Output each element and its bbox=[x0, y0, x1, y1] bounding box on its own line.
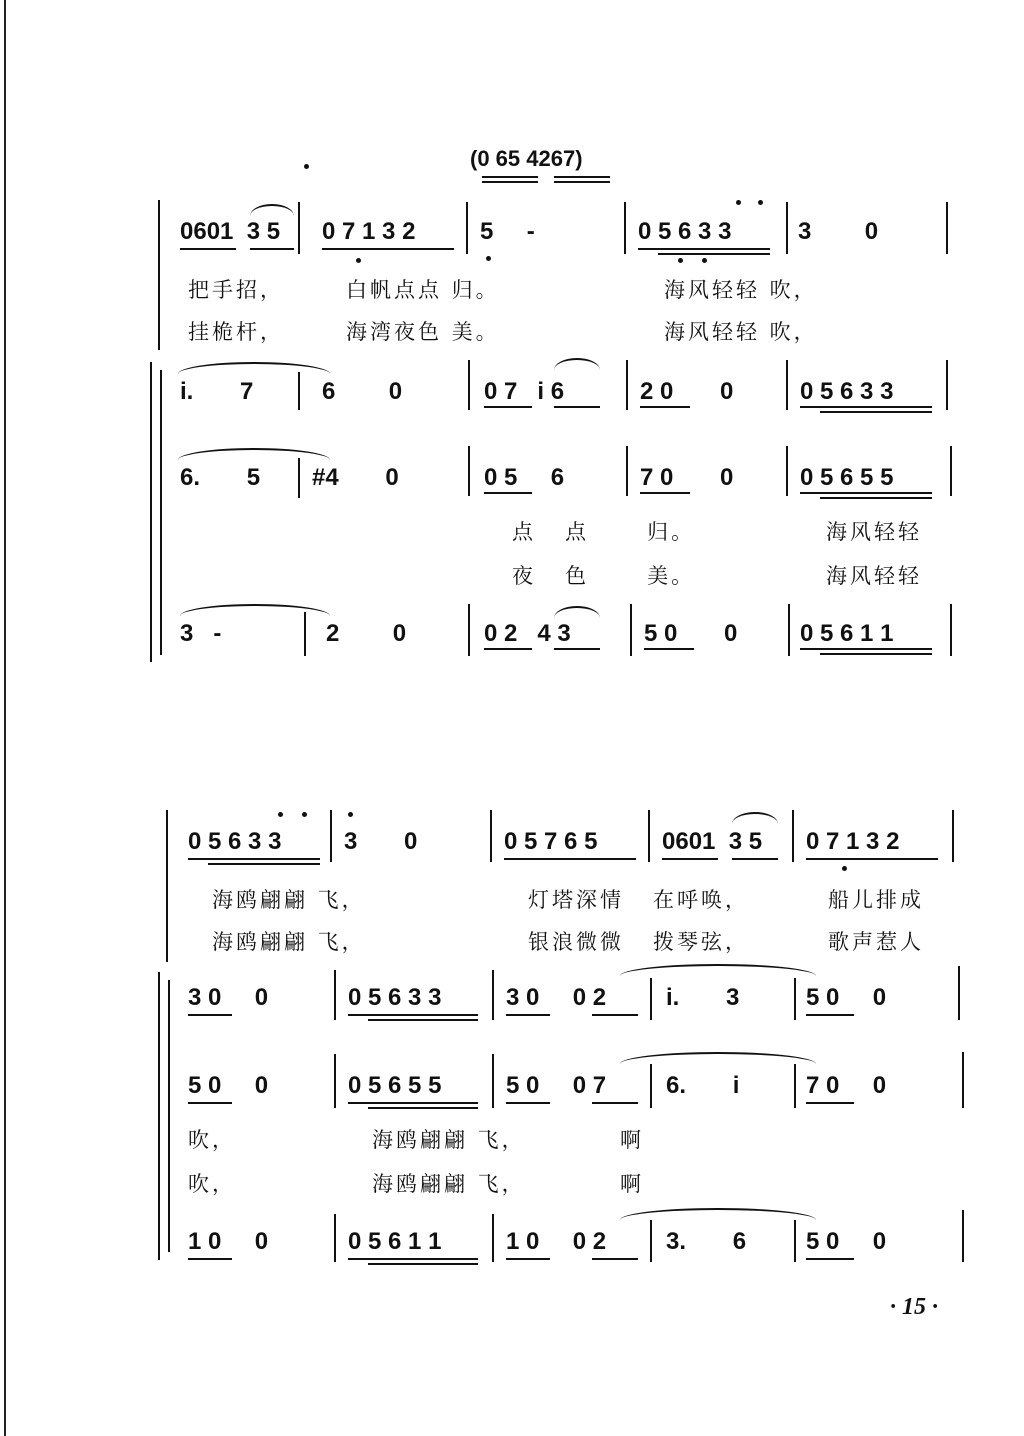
note-underline bbox=[484, 648, 532, 650]
staff-bracket bbox=[158, 200, 160, 350]
staff-brace bbox=[168, 980, 170, 1252]
barline bbox=[962, 1210, 964, 1262]
lyric-line: 啊 bbox=[620, 1128, 644, 1152]
lyric-line: 海鸥翩翩 飞， bbox=[372, 1128, 526, 1152]
barline bbox=[650, 1220, 652, 1262]
note-underline bbox=[368, 1019, 478, 1021]
tie-slur bbox=[178, 448, 330, 460]
note-underline bbox=[322, 248, 454, 250]
tie-slur bbox=[178, 362, 330, 374]
note-underline bbox=[554, 648, 600, 650]
measure-notes: 7 0 0 bbox=[640, 464, 734, 491]
lyric-line: 海风轻轻 bbox=[826, 564, 922, 588]
note-underline bbox=[208, 863, 320, 865]
lyric-line: 海风轻轻 吹， bbox=[664, 278, 818, 302]
lyric-line: 挂桅杆， bbox=[188, 320, 284, 344]
note-underline bbox=[188, 1102, 232, 1104]
barline bbox=[492, 1214, 494, 1262]
lyric-line: 海风轻轻 吹， bbox=[664, 320, 818, 344]
barline bbox=[794, 978, 796, 1020]
measure-notes: 0 5 6 5 5 bbox=[800, 464, 894, 491]
lyric-line: 海鸥翩翩 飞， bbox=[372, 1172, 526, 1196]
barline bbox=[626, 360, 628, 410]
note-underline bbox=[180, 248, 236, 250]
barline bbox=[466, 202, 468, 254]
note-underline bbox=[640, 492, 690, 494]
note-underline bbox=[800, 648, 932, 650]
barline bbox=[468, 446, 470, 496]
tie-slur bbox=[620, 1052, 816, 1064]
barline bbox=[946, 360, 948, 410]
note-underline bbox=[806, 1102, 854, 1104]
measure-notes: 0 5 6 bbox=[484, 464, 565, 491]
barline bbox=[334, 1214, 336, 1262]
note-underline bbox=[820, 411, 932, 413]
measure-notes: 5 0 0 bbox=[806, 1228, 887, 1255]
barline bbox=[492, 1054, 494, 1108]
octave-dot bbox=[348, 812, 353, 817]
note-underline bbox=[188, 1014, 232, 1016]
intro-underline bbox=[554, 176, 610, 178]
note-underline bbox=[506, 1102, 550, 1104]
measure-notes: 6. 5 bbox=[180, 464, 261, 491]
measure-notes: 5 0 0 bbox=[188, 1072, 269, 1099]
measure-notes: 0601 3 5 bbox=[180, 218, 281, 245]
note-underline bbox=[640, 406, 690, 408]
barline bbox=[792, 810, 794, 862]
tie-slur bbox=[554, 606, 600, 618]
note-underline bbox=[732, 858, 778, 860]
staff-brace bbox=[150, 362, 152, 662]
note-underline bbox=[348, 1258, 478, 1260]
measure-notes: #4 0 bbox=[312, 464, 399, 491]
barline bbox=[298, 372, 300, 410]
barline bbox=[334, 1054, 336, 1108]
note-underline bbox=[592, 1258, 638, 1260]
barline bbox=[630, 604, 632, 656]
octave-dot bbox=[302, 812, 307, 817]
note-underline bbox=[820, 653, 932, 655]
lyric-line: 歌声惹人 bbox=[828, 930, 924, 954]
note-underline bbox=[188, 858, 320, 860]
barline bbox=[786, 360, 788, 410]
note-underline bbox=[592, 1014, 638, 1016]
note-underline bbox=[800, 406, 932, 408]
intro-underline bbox=[554, 181, 610, 183]
lyric-line: 白帆点点 归。 bbox=[346, 278, 500, 302]
barline bbox=[648, 810, 650, 862]
lyric-line: 灯塔深情 在呼唤， bbox=[528, 888, 750, 912]
note-underline bbox=[484, 406, 532, 408]
note-underline bbox=[504, 858, 636, 860]
page-number: · 15 · bbox=[890, 1294, 938, 1320]
barline bbox=[624, 202, 626, 254]
barline bbox=[330, 810, 332, 862]
tie-slur bbox=[180, 604, 330, 616]
barline bbox=[946, 202, 948, 254]
lyric-line: 船儿排成 bbox=[828, 888, 924, 912]
lyric-line: 夜 色 美。 bbox=[512, 564, 696, 588]
measure-notes: 5 0 0 bbox=[644, 620, 738, 647]
measure-notes: 3 0 0 bbox=[188, 984, 269, 1011]
note-underline bbox=[250, 248, 294, 250]
note-underline bbox=[638, 248, 770, 250]
measure-notes: 0 7 1 3 2 bbox=[806, 828, 900, 855]
barline bbox=[950, 604, 952, 656]
measure-notes: 0 5 6 1 1 bbox=[800, 620, 894, 647]
barline bbox=[298, 202, 300, 254]
note-underline bbox=[806, 1014, 854, 1016]
measure-notes: 3. 6 bbox=[666, 1228, 747, 1255]
lyric-line: 吹， bbox=[188, 1128, 236, 1152]
barline bbox=[650, 978, 652, 1020]
barline bbox=[650, 1064, 652, 1108]
note-underline bbox=[368, 1263, 478, 1265]
staff-brace bbox=[160, 370, 162, 655]
stray-dot bbox=[304, 164, 309, 169]
measure-notes: 6. i bbox=[666, 1072, 740, 1099]
note-underline bbox=[592, 1102, 638, 1104]
octave-dot bbox=[278, 812, 283, 817]
note-underline bbox=[348, 1102, 478, 1104]
intro-underline bbox=[482, 176, 538, 178]
measure-notes: 5 - bbox=[480, 218, 535, 245]
barline bbox=[958, 966, 960, 1020]
barline bbox=[298, 458, 300, 498]
tie-slur bbox=[250, 204, 294, 216]
tie-slur bbox=[620, 964, 816, 976]
octave-dot bbox=[736, 200, 741, 205]
note-underline bbox=[188, 1258, 232, 1260]
measure-notes: 5 0 0 7 bbox=[506, 1072, 607, 1099]
barline bbox=[468, 360, 470, 410]
barline bbox=[788, 604, 790, 656]
lyric-line: 海鸥翩翩 飞， bbox=[212, 888, 366, 912]
lyric-line: 点 点 归。 bbox=[512, 520, 696, 544]
note-underline bbox=[658, 253, 770, 255]
staff-brace bbox=[158, 972, 160, 1260]
octave-dot bbox=[678, 258, 683, 263]
measure-notes: 0 5 6 1 1 bbox=[348, 1228, 442, 1255]
measure-notes: 5 0 0 bbox=[806, 984, 887, 1011]
lyric-line: 银浪微微 拨琴弦， bbox=[528, 930, 750, 954]
measure-notes: 2 0 0 bbox=[640, 378, 734, 405]
measure-notes: 7 0 0 bbox=[806, 1072, 887, 1099]
staff-bracket bbox=[166, 810, 168, 962]
page-edge-line bbox=[4, 0, 6, 1436]
barline bbox=[492, 970, 494, 1020]
measure-notes: 0 5 7 6 5 bbox=[504, 828, 598, 855]
measure-notes: i. 3 bbox=[666, 984, 740, 1011]
measure-notes: 6 0 bbox=[322, 378, 403, 405]
barline bbox=[786, 446, 788, 496]
measure-notes: 0 7 1 3 2 bbox=[322, 218, 416, 245]
barline bbox=[786, 202, 788, 254]
note-underline bbox=[806, 858, 938, 860]
barline bbox=[468, 604, 470, 656]
measure-notes: 0601 3 5 bbox=[662, 828, 763, 855]
barline bbox=[950, 446, 952, 496]
octave-dot bbox=[486, 256, 491, 261]
lyric-line: 啊 bbox=[620, 1172, 644, 1196]
measure-notes: 0 7 i 6 bbox=[484, 378, 565, 405]
measure-notes: 0 5 6 5 5 bbox=[348, 1072, 442, 1099]
barline bbox=[334, 970, 336, 1020]
barline bbox=[952, 810, 954, 862]
measure-notes: 3 0 bbox=[344, 828, 418, 855]
lyric-line: 把手招， bbox=[188, 278, 284, 302]
barline bbox=[794, 1064, 796, 1108]
measure-notes: 0 2 4 3 bbox=[484, 620, 571, 647]
measure-notes: 0 5 6 3 3 bbox=[800, 378, 894, 405]
intro-notation: (0 65 4267) bbox=[470, 146, 583, 171]
measure-notes: 2 0 bbox=[326, 620, 407, 647]
measure-notes: 3 0 bbox=[798, 218, 879, 245]
measure-notes: 3 0 0 2 bbox=[506, 984, 607, 1011]
measure-notes: 1 0 0 bbox=[188, 1228, 269, 1255]
note-underline bbox=[506, 1014, 550, 1016]
measure-notes: 3 - bbox=[180, 620, 222, 647]
note-underline bbox=[484, 492, 532, 494]
lyric-line: 海鸥翩翩 飞， bbox=[212, 930, 366, 954]
note-underline bbox=[662, 858, 718, 860]
octave-dot bbox=[356, 258, 361, 263]
note-underline bbox=[348, 1014, 478, 1016]
measure-notes: 0 5 6 3 3 bbox=[348, 984, 442, 1011]
note-underline bbox=[800, 492, 932, 494]
octave-dot bbox=[758, 200, 763, 205]
lyric-line: 海湾夜色 美。 bbox=[346, 320, 500, 344]
measure-notes: i. 7 bbox=[180, 378, 254, 405]
octave-dot bbox=[842, 866, 847, 871]
measure-notes: 0 5 6 3 3 bbox=[188, 828, 282, 855]
barline bbox=[794, 1220, 796, 1262]
note-underline bbox=[644, 648, 694, 650]
note-underline bbox=[368, 1107, 478, 1109]
barline bbox=[304, 612, 306, 656]
note-underline bbox=[506, 1258, 550, 1260]
barline bbox=[490, 810, 492, 862]
note-underline bbox=[820, 497, 932, 499]
note-underline bbox=[806, 1258, 854, 1260]
note-underline bbox=[554, 406, 600, 408]
intro-underline bbox=[482, 181, 538, 183]
lyric-line: 吹， bbox=[188, 1172, 236, 1196]
octave-dot bbox=[702, 258, 707, 263]
tie-slur bbox=[732, 812, 778, 824]
tie-slur bbox=[554, 358, 600, 370]
measure-notes: 1 0 0 2 bbox=[506, 1228, 607, 1255]
tie-slur bbox=[620, 1208, 816, 1220]
barline bbox=[962, 1052, 964, 1108]
barline bbox=[626, 446, 628, 496]
lyric-line: 海风轻轻 bbox=[826, 520, 922, 544]
measure-notes: 0 5 6 3 3 bbox=[638, 218, 732, 245]
